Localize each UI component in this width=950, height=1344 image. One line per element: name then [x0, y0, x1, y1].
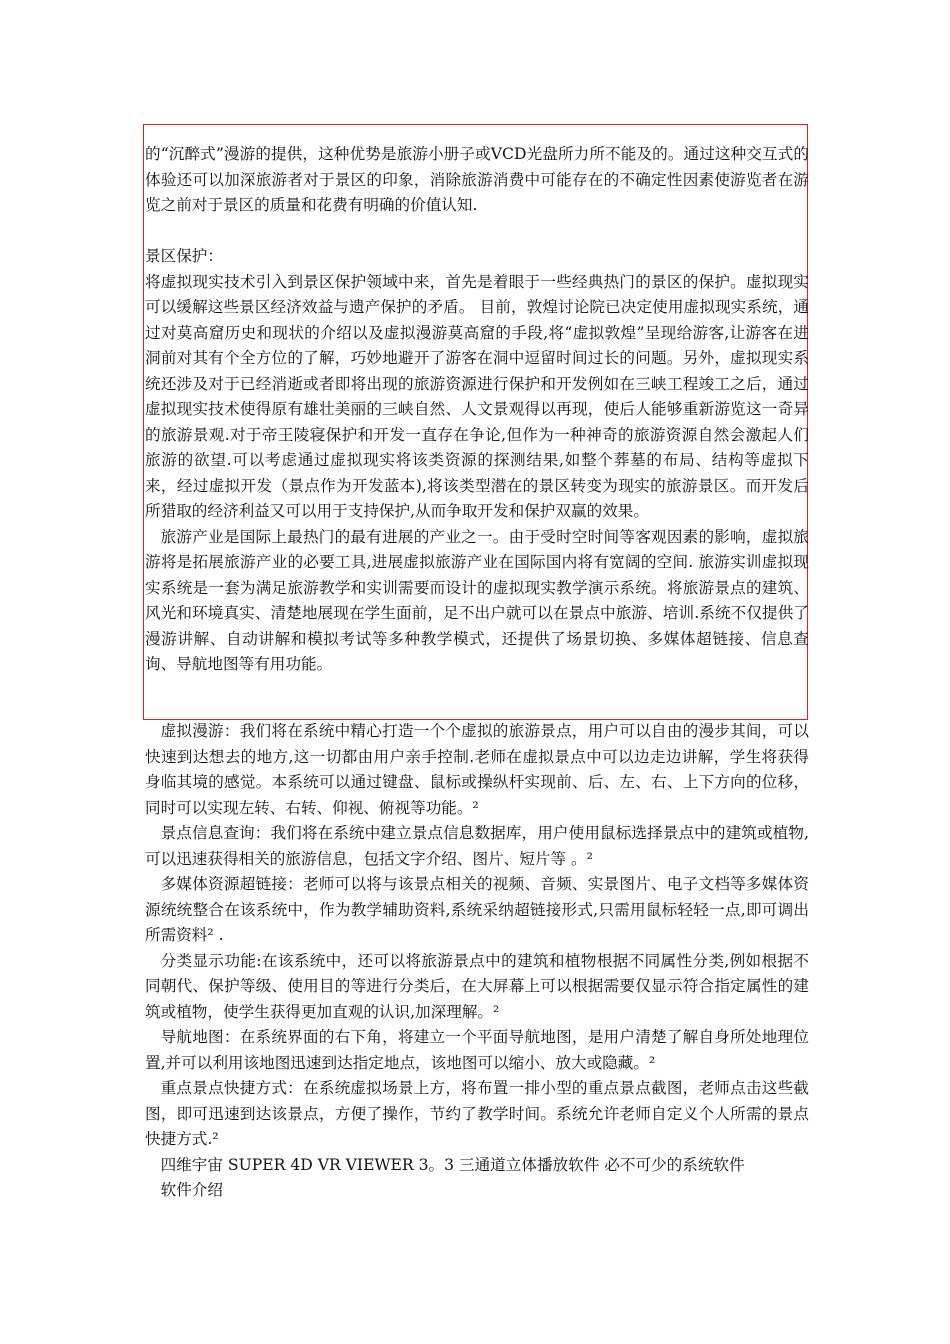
feature-info-query: 景点信息查询：我们将在系统中建立景点信息数据库，用户使用鼠标选择景点中的建筑或植物,可以迅速获得相关的旅游信息，包括文字介绍、图片、短片等 。² [145, 824, 809, 868]
software-intro: 软件介绍 [160, 1181, 223, 1199]
feature-virtual-tour: 虚拟漫游：我们将在系统中精心打造一个个虚拟的旅游景点，用户可以自由的漫步其间，可以快速到达想去的地方,这一切都由用户亲手控制.老师在虚拟景点中可以边走边讲解，学生将获得身临其境的感觉。本系统可以通过键盘、鼠标或操纵杆实现前、后、左、右、上下方向的位移，同时可以实现左转、右转、仰视、俯视等功能。² [145, 722, 809, 817]
feature-nav-map: 导航地图：在系统界面的右下角，将建立一个平面导航地图，是用户清楚了解自身所处地理位置,并可以利用该地图迅速到达指定地点，该地图可以缩小、放大或隐藏。² [145, 1028, 809, 1072]
feature-shortcuts: 重点景点快捷方式：在系统虚拟场景上方，将布置一排小型的重点景点截图，老师点击这些截图，即可迅速到达该景点，方便了操作，节约了教学时间。系统允许老师自定义个人所需的景点快捷方式.² [145, 1079, 809, 1148]
feature-section [145, 719, 809, 1204]
protection-heading: 景区保护： [145, 247, 223, 265]
industry-paragraph: 旅游产业是国际上最热门的最有进展的产业之一。由于受时空时间等客观因素的影响，虚拟旅游将是拓展旅游产业的必要工具,进展虚拟旅游产业在国际国内将有宽阔的空间. 旅游实训虚拟现实系统是一套为满足旅游教学和实训需要而设计的虚拟现实教学演示系统。将旅游景点的建筑、风光和环境真实、清楚地展现在学生面前，足不出户就可以在景点中旅游、培训.系统不仅提供了漫游讲解、自动讲解和模拟考试等多种教学模式，还提供了场景切换、多媒体超链接、信息查询、导航地图等有用功能。 [145, 527, 809, 673]
software-line: 四维宇宙 SUPER 4D VR VIEWER 3。3 三通道立体播放软件 必不可少的系统软件 [160, 1155, 745, 1174]
feature-multimedia-links: 多媒体资源超链接：老师可以将与该景点相关的视频、音频、实景图片、电子文档等多媒体资源统统整合在该系统中，作为教学辅助资料,系统采纳超链接形式,只需用鼠标轻轻一点,即可调出所需资料² . [145, 875, 809, 944]
protection-paragraph: 将虚拟现实技术引入到景区保护领域中来，首先是着眼于一些经典热门的景区的保护。虚拟现实可以缓解这些景区经济效益与遗产保护的矛盾。 目前，敦煌讨论院已决定使用虚拟现实系统，通过对莫高窟历史和现状的介绍以及虚拟漫游莫高窟的手段,将“虚拟敦煌”呈现给游客,让游客在进洞前对其有个全方位的了解，巧妙地避开了游客在洞中逗留时间过长的问题。另外，虚拟现实系统还涉及对于已经消逝或者即将出现的旅游资源进行保护和开发例如在三峡工程竣工之后，通过虚拟现实技术使得原有雄壮美丽的三峡自然、人文景观得以再现，使后人能够重新游览这一奇异的旅游景观.对于帝王陵寝保护和开发一直存在争论,但作为一种神奇的旅游资源自然会激起人们旅游的欲望.可以考虑通过虚拟现实将该类资源的探测结果,如整个葬墓的布局、结构等虚拟下来，经过虚拟开发（景点作为开发蓝本),将该类型潜在的景区转变为现实的旅游景区。而开发后所猎取的经济利益又可以用于支持保护,从而争取开发和保护双赢的效果。 [145, 272, 809, 520]
feature-category-display: 分类显示功能:在该系统中，还可以将旅游景点中的建筑和植物根据不同属性分类,例如根据不同朝代、保护等级、使用目的等进行分类后，在大屏幕上可以根据需要仅显示符合指定属性的建筑或植物，使学生获得更加直观的认识,加深理解。² [145, 951, 809, 1021]
highlighted-section [145, 142, 809, 678]
intro-paragraph: 的“沉醉式”漫游的提供，这种优势是旅游小册子或VCD光盘所力所不能及的。通过这种交互式的体验还可以加深旅游者对于景区的印象，消除旅游消费中可能存在的不确定性因素使游览者在游览之前对于景区的质量和花费有明确的价值认知. [145, 145, 809, 214]
